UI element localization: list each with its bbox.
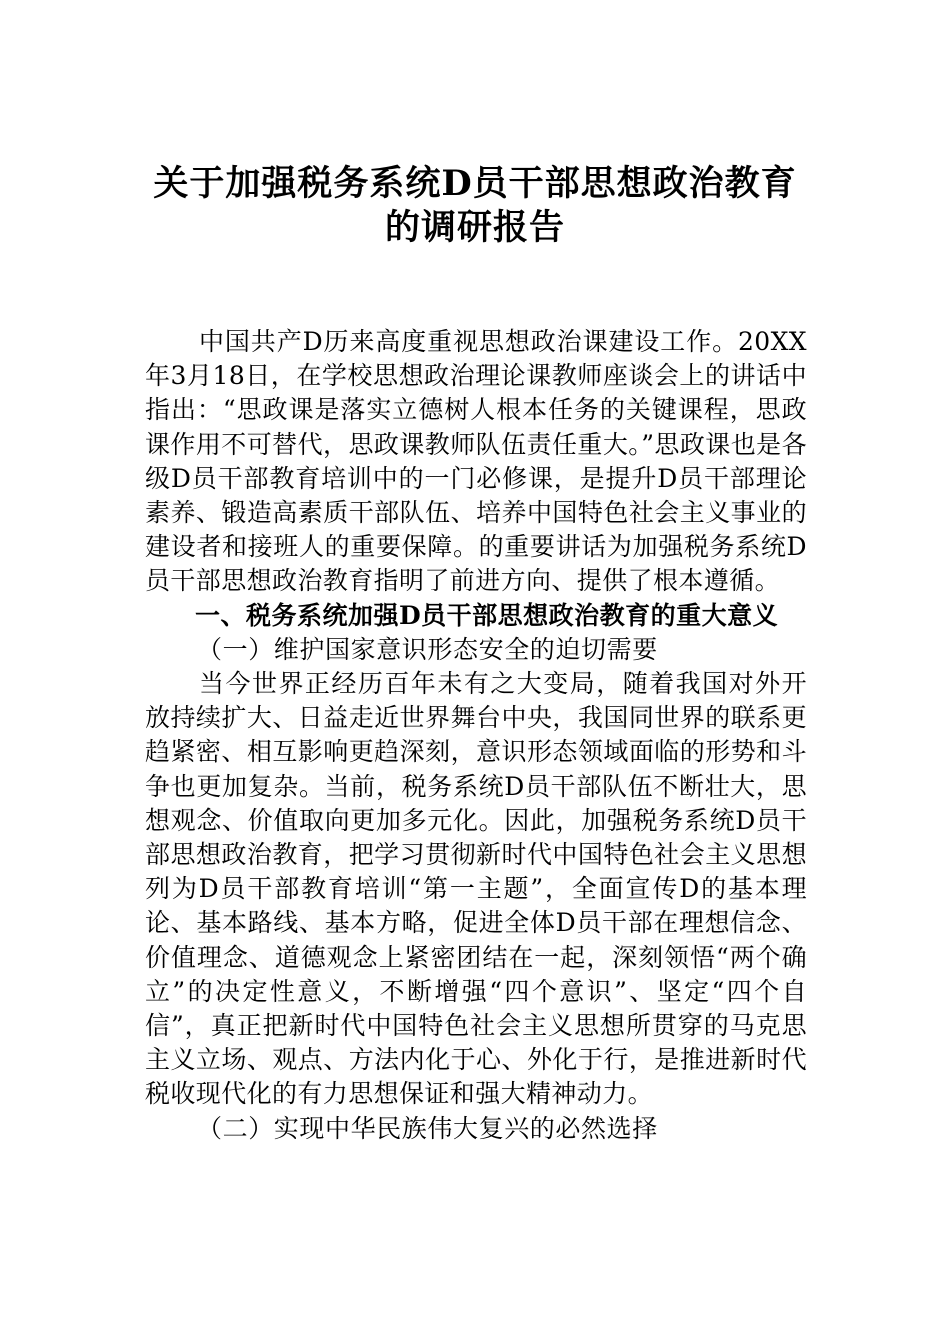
- subsection-heading-2: （二）实现中华民族伟大复兴的必然选择: [197, 1113, 658, 1143]
- document-title-line-1: 关于加强税务系统D员干部思想政治教育: [153, 163, 797, 204]
- document-title-line-2: 的调研报告: [384, 207, 565, 248]
- subsection-1-paragraph: 当今世界正经历百年未有之大变局，随着我国对外开放持续扩大、日益走近世界舞台中央，我国同世界的联系更趋紧密、相互影响更趋深刻，意识形态领域面临的形势和斗争也更加复杂。当前，税务系统D员干部队伍不断壮大，思想观念、价值取向更加多元化。因此，加强税务系统D员干部思想政治教育，把学习贯彻新时代中国特色社会主义思想列为D员干部教育培训“第一主题”，全面宣传D的基本理论、基本路线、基本方略，促进全体D员干部在理想信念、价值理念、道德观念上紧密团结在一起，深刻领悟“两个确立”的决定性意义，不断增强“四个意识”、坚定“四个自信”，真正把新时代中国特色社会主义思想所贯穿的马克思主义立场、观点、方法内化于心、外化于行，是推进新时代税收现代化的有力思想保证和强大精神动力。: [145, 669, 807, 1109]
- subsection-heading-1: （一）维护国家意识形态安全的迫切需要: [197, 634, 658, 664]
- section-heading-1: 一、税务系统加强D员干部思想政治教育的重大意义: [195, 600, 779, 630]
- document-body: [145, 325, 807, 1146]
- intro-paragraph: 中国共产D历来高度重视思想政治课建设工作。20XX年3月18日，在学校思想政治理论课教师座谈会上的讲话中指出：“思政课是落实立德树人根本任务的关键课程，思政课作用不可替代，思政课教师队伍责任重大。”思政课也是各级D员干部教育培训中的一门必修课，是提升D员干部理论素养、锻造高素质干部队伍、培养中国特色社会主义事业的建设者和接班人的重要保障。的重要讲话为加强税务系统D员干部思想政治教育指明了前进方向、提供了根本遵循。: [145, 327, 807, 596]
